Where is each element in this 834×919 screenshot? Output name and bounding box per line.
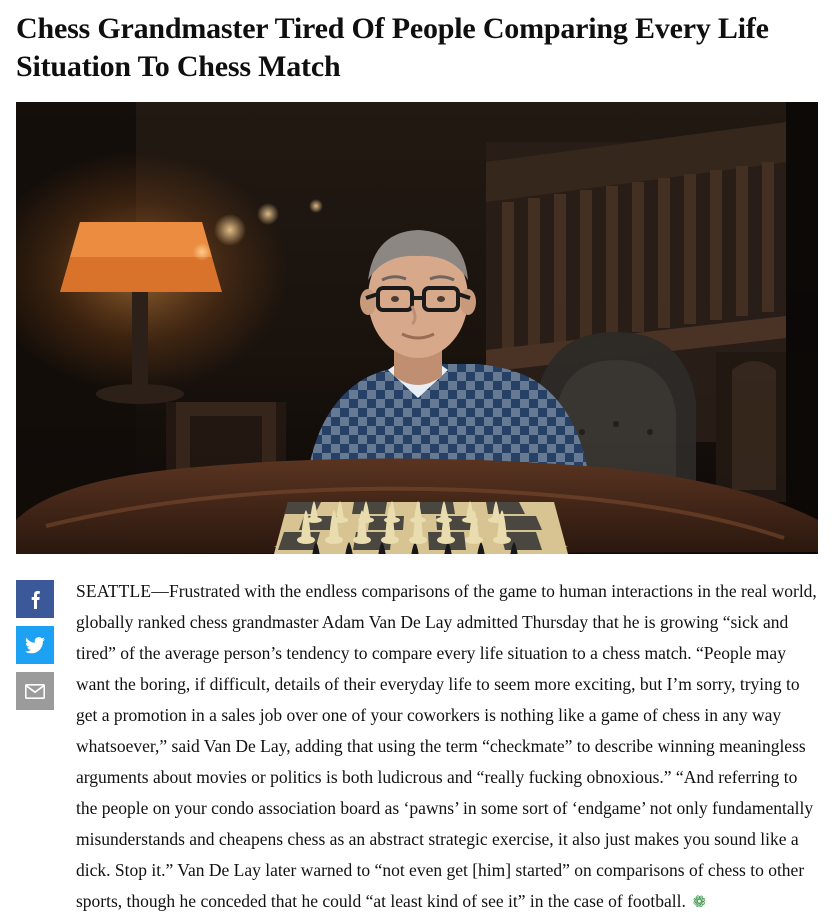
- page-title: Chess Grandmaster Tired Of People Comparing Every Life Situation To Chess Match: [16, 12, 769, 83]
- endmark-icon: ❁: [690, 892, 710, 913]
- article-paragraph: Frustrated with the endless comparisons of the game to human interactions in the real world, globally ranked chess grandmaster Adam Van De Lay admitted Thursday that he is growing “sick and tired” of the average person’s tendency to compare every life situation to a chess match. “People may want the boring, if difficult, details of their everyday life to seem more exciting, but I’m sorry, trying to get a promotion in a sales job over one of your coworkers is nothing like a game of chess in any way whatsoever,” said Van De Lay, adding that using the term “checkmate” to describe winning meaningless arguments about movies or politics is both ludicrous and “really fucking obnoxious.” “And referring to the people on your condo association board as ‘pawns’ in some sort of ‘endgame’ not only fundamentally misunderstands and cheapens chess as an abstract strategic exercise, it also just makes you sound like a dick. Stop it.” Van De Lay later warned to “not even get [him] started” on comparisons of chess to other sports, though he conceded that he could “at least kind of see it” in the case of football.: [76, 581, 817, 911]
- article-hero-image: [16, 102, 818, 554]
- envelope-icon: [25, 684, 45, 699]
- share-twitter-button[interactable]: [16, 626, 54, 664]
- article-page: [0, 10, 834, 913]
- facebook-icon: [30, 589, 40, 609]
- article-text: [56, 576, 818, 918]
- share-email-button[interactable]: [16, 672, 54, 710]
- twitter-icon: [25, 637, 45, 654]
- share-rail: [16, 576, 56, 918]
- article-body-section: [16, 576, 818, 918]
- dateline: SEATTLE—: [76, 581, 169, 601]
- share-facebook-button[interactable]: [16, 580, 54, 618]
